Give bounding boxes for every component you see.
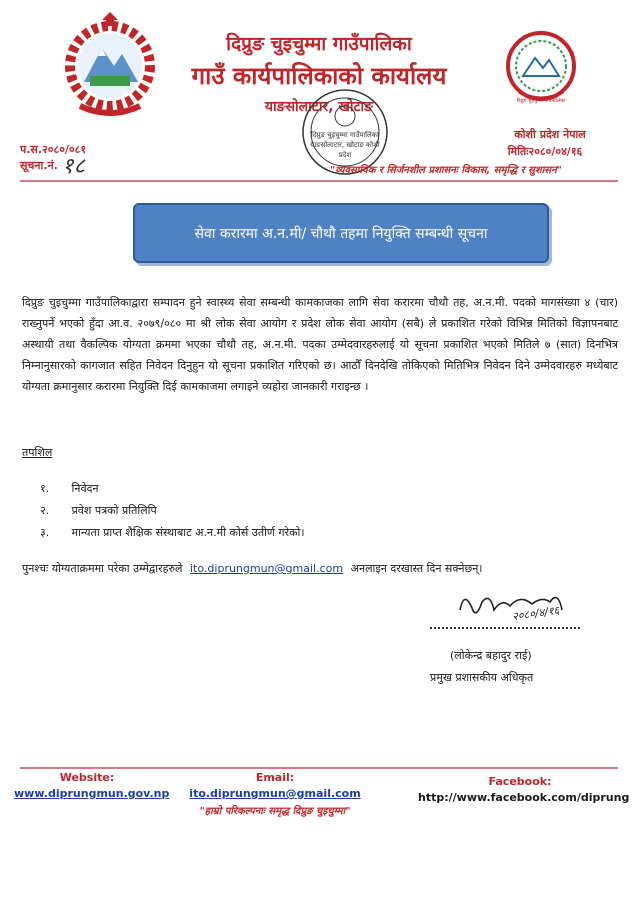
footer-divider <box>20 767 618 769</box>
office-slogan: "व्यवसायिक र सिर्जनशील प्रशासनः विकास, समृद्धि र सुशासन" <box>330 165 562 176</box>
stamp-text: दिप्रुङ चुइचुम्मा गाउँपालिका याङसोलाटार, खोटाङ कोशी प्रदेश <box>310 131 380 159</box>
signatory-name: (लोकेन्द्र बहादुर राई) <box>450 649 532 662</box>
office-name: गाउँ कार्यपालिकाको कार्यालय <box>191 62 447 90</box>
province-name: कोशी प्रदेश नेपाल <box>514 128 586 141</box>
municipality-name: दिप्रुङ चुइचुम्मा गाउँपालिका <box>226 33 412 55</box>
subject-banner <box>133 203 549 263</box>
list-item <box>40 503 157 518</box>
postscript-prefix: पुनश्चः योग्यताक्रममा परेका उम्मेद्वारहरुले <box>22 562 183 575</box>
signature-date: २०८०/४/१६ <box>511 603 561 624</box>
fiscal-year-ref: प.स.२०८०/०८१ <box>20 143 87 156</box>
list-item-number: १. <box>40 482 50 495</box>
facebook-link[interactable]: http://www.facebook.com/diprung <box>418 791 630 804</box>
website-link[interactable]: www.diprungmun.gov.np <box>14 787 170 800</box>
signatory-title: प्रमुख प्रशासकीय अधिकृत <box>430 671 534 684</box>
details-heading: तपशिल <box>22 446 53 459</box>
footer-motto: "हाम्रो परिकल्पनाः समृद्ध दिप्रुङ चुइचुम्मा" <box>199 806 351 817</box>
header-divider <box>20 180 618 182</box>
postscript-suffix: अनलाइन दरखास्त दिन सक्नेछन्। <box>350 562 483 575</box>
postscript-email-link[interactable]: ito.diprungmun@gmail.com <box>190 562 344 575</box>
notice-body: दिप्रुङ चुइचुम्मा गाउँपालिकाद्वारा सम्पादन हुने स्वास्थ्य सेवा सम्बन्धी कामकाजका लागि सेवा करारमा चौथौ तह, अ.न.मी. पदको मागसंख्या ४ (चार) राख्नुपर्ने भएको हुँदा आ.व. २०७९/०८० मा श्री लोक सेवा आयोग र प्रदेश लोक सेवा आयोग (सबै) ले प्रकाशित गरेको विभिन्न मितिको विज्ञापनबाट अस्थायी तथा वैकल्पिक योग्यता क्रममा भएका चौथौ तह, अ.न.मी. पदका उम्मेदवारहरुलाई यो सूचना प्रकाशित भएको मितिले ७ (सात) दिनभित्र निम्नानुसारको कागजात सहित निवेदन दिनुहुन यो सूचना प्रकाशित गरिएको छ। आठौँ दिनदेखि तोकिएको मितिभित्र निवेदन दिने उम्मेदवारहरु मध्येबाट योग्यता क्रमानुसार करारमा नियुक्ति दिई कामकाजमा लगाइने व्यहोरा जानकारी गराइन्छ । <box>22 296 618 393</box>
list-item-text: मान्यता प्राप्त शैक्षिक संस्थाबाट अ.न.मी कोर्स उतीर्ण गरेको। <box>71 526 305 539</box>
signature-line <box>430 627 580 629</box>
notice-number-label: सूचना.नं. <box>20 159 58 172</box>
email-label: Email: <box>255 771 295 784</box>
logo-caption: दिप्रुङ चुइचुम्मा गाउँपालिका <box>516 98 566 104</box>
facebook-label: Facebook: <box>488 775 552 788</box>
list-item <box>40 525 305 540</box>
website-label: Website: <box>59 771 115 784</box>
list-item-number: २. <box>40 504 50 517</box>
office-location: याङसोलाटार, खोटाङ <box>264 99 374 115</box>
list-item <box>40 481 99 496</box>
subject-title: सेवा करारमा अ.न.मी/ चौथौ तहमा नियुक्ति सम्बन्धी सूचना <box>194 225 488 242</box>
email-link[interactable]: ito.diprungmun@gmail.com <box>189 787 361 800</box>
signature-icon <box>450 580 600 650</box>
postscript <box>22 561 482 576</box>
notice-number: १८ <box>62 154 85 179</box>
list-item-text: प्रवेश पत्रको प्रतिलिपि <box>71 504 157 517</box>
list-item-text: निवेदन <box>71 482 99 495</box>
list-item-number: ३. <box>40 526 50 539</box>
issue-date: मितिः२०८०/०४/१६ <box>507 145 583 158</box>
